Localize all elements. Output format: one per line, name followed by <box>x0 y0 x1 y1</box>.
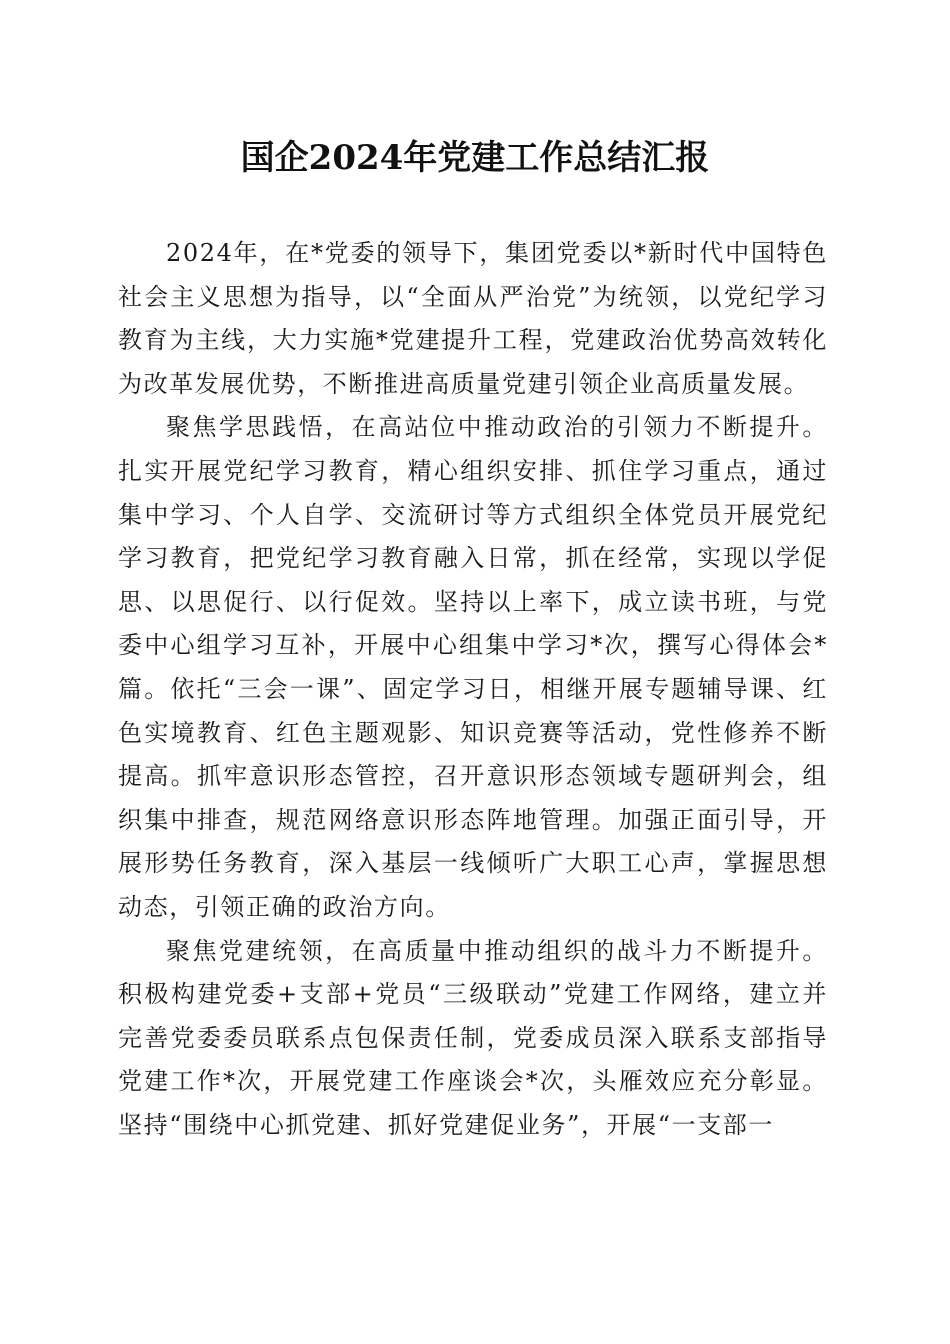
paragraph-organization-strength: 聚焦党建统领，在高质量中推动组织的战斗力不断提升。积极构建党委+支部+党员“三级联动”党建工作网络，建立并完善党委委员联系点包保责任制，党委成员深入联系支部指导党建工作*次，开展党建工作座谈会*次，头雁效应充分彰显。坚持“围绕中心抓党建、抓好党建促业务”，开展“一支部一 <box>118 936 828 1139</box>
document-title: 国企2024年党建工作总结汇报 <box>240 138 710 178</box>
paragraph-intro: 2024年，在*党委的领导下，集团党委以*新时代中国特色社会主义思想为指导，以“全面从严治党”为统领，以党纪学习教育为主线，大力实施*党建提升工程，党建政治优势高效转化为改革发展优势，不断推进高质量党建引领企业高质量发展。 <box>118 239 828 398</box>
document-body <box>118 232 828 1147</box>
paragraph-political-leadership: 聚焦学思践悟，在高站位中推动政治的引领力不断提升。扎实开展党纪学习教育，精心组织安排、抓住学习重点，通过集中学习、个人自学、交流研讨等方式组织全体党员开展党纪学习教育，把党纪学习教育融入日常，抓在经常，实现以学促思、以思促行、以行促效。坚持以上率下，成立读书班，与党委中心组学习互补，开展中心组集中学习*次，撰写心得体会*篇。依托“三会一课”、固定学习日，相继开展专题辅导课、红色实境教育、红色主题观影、知识竞赛等活动，党性修养不断提高。抓牢意识形态管控，召开意识形态领域专题研判会，组织集中排查，规范网络意识形态阵地管理。加强正面引导，开展形势任务教育，深入基层一线倾听广大职工心声，掌握思想动态，引领正确的政治方向。 <box>118 413 828 921</box>
